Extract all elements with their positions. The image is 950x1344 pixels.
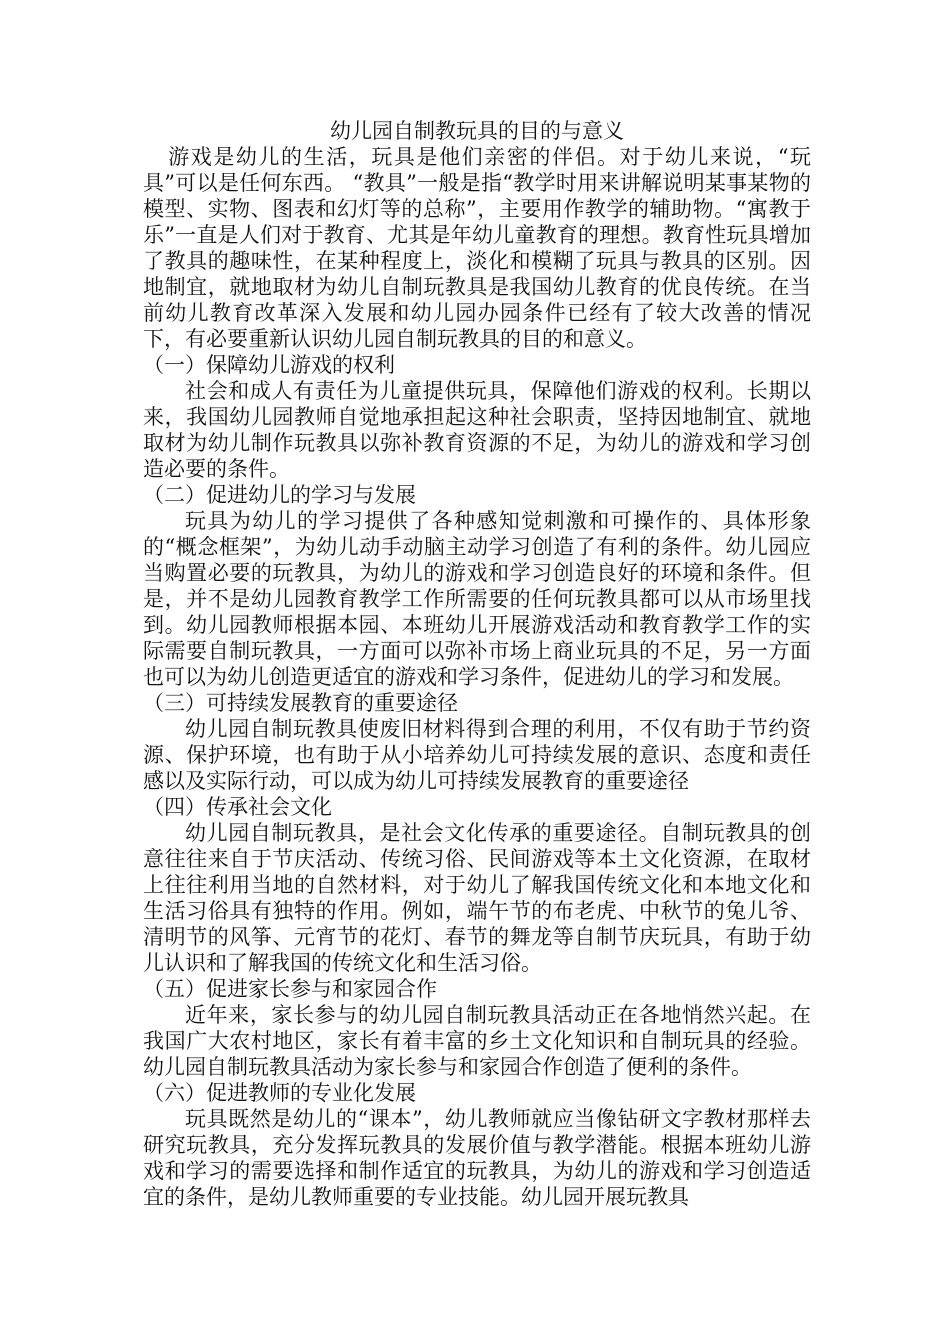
section-heading-3: （三）可持续发展教育的重要途径 [143, 691, 458, 715]
intro-paragraph: 游戏是幼儿的生活，玩具是他们亲密的伴侣。对于幼儿来说，“玩具”可以是任何东西。 “教具”一般是指“教学时用来讲解说明某事某物的模型、实物、图表和幻灯等的总称”，主要用作教学的辅助物。“寓教于乐”一直是人们对于教育、尤其是年幼儿童教育的理想。教育性玩具增加了教具的趣味性，在某种程度上，淡化和模糊了玩具与教具的区别。因地制宜，就地取材为幼儿自制玩教具是我国幼儿教育的优良传统。在当前幼儿教育改革深入发展和幼儿园办园条件已经有了较大改善的情况下，有必要重新认识幼儿园自制玩教具的目的和意义。 [143, 145, 811, 351]
section-paragraph-2: 玩具为幼儿的学习提供了各种感知觉刺激和可操作的、具体形象的“概念框架”，为幼儿动手动脑主动学习创造了有利的条件。幼儿园应当购置必要的玩教具，为幼儿的游戏和学习创造良好的环境和条件。但是，并不是幼儿园教育教学工作所需要的任何玩教具都可以从市场里找到。幼儿园教师根据本园、本班幼儿开展游戏活动和教育教学工作的实际需要自制玩教具，一方面可以弥补市场上商业玩具的不足，另一方面也可以为幼儿创造更适宜的游戏和学习条件，促进幼儿的学习和发展。 [143, 509, 811, 689]
section-paragraph-4: 幼儿园自制玩教具，是社会文化传承的重要途径。自制玩教具的创意往往来自于节庆活动、传统习俗、民间游戏等本土文化资源，在取材上往往利用当地的自然材料，对于幼儿了解我国传统文化和本地文化和生活习俗具有独特的作用。例如，端午节的布老虎、中秋节的兔儿爷、清明节的风筝、元宵节的花灯、春节的舞龙等自制节庆玩具，有助于幼儿认识和了解我国的传统文化和生活习俗。 [143, 821, 811, 975]
document-title: 幼儿园自制教玩具的目的与意义 [330, 119, 624, 143]
section-paragraph-3: 幼儿园自制玩教具使废旧材料得到合理的利用，不仅有助于节约资源、保护环境，也有助于从小培养幼儿可持续发展的意识、态度和责任感以及实际行动，可以成为幼儿可持续发展教育的重要途径 [143, 717, 811, 793]
document-body [143, 118, 811, 1210]
section-heading-1: （一）保障幼儿游戏的权利 [143, 353, 395, 377]
section-paragraph-1: 社会和成人有责任为儿童提供玩具，保障他们游戏的权利。长期以来，我国幼儿园教师自觉地承担起这种社会职责，坚持因地制宜、就地取材为幼儿制作玩教具以弥补教育资源的不足，为幼儿的游戏和学习创造必要的条件。 [143, 379, 811, 481]
section-heading-5: （五）促进家长参与和家园合作 [143, 977, 437, 1001]
section-heading-4: （四）传承社会文化 [143, 795, 332, 819]
section-heading-6: （六）促进教师的专业化发展 [143, 1081, 416, 1105]
section-heading-2: （二）促进幼儿的学习与发展 [143, 483, 416, 507]
section-paragraph-6: 玩具既然是幼儿的“课本”，幼儿教师就应当像钻研文字教材那样去研究玩教具，充分发挥玩教具的发展价值与教学潜能。根据本班幼儿游戏和学习的需要选择和制作适宜的玩教具，为幼儿的游戏和学习创造适宜的条件，是幼儿教师重要的专业技能。幼儿园开展玩教具 [143, 1107, 811, 1209]
section-paragraph-5: 近年来，家长参与的幼儿园自制玩教具活动正在各地悄然兴起。在我国广大农村地区，家长有着丰富的乡土文化知识和自制玩具的经验。幼儿园自制玩教具活动为家长参与和家园合作创造了便利的条件。 [143, 1003, 811, 1079]
